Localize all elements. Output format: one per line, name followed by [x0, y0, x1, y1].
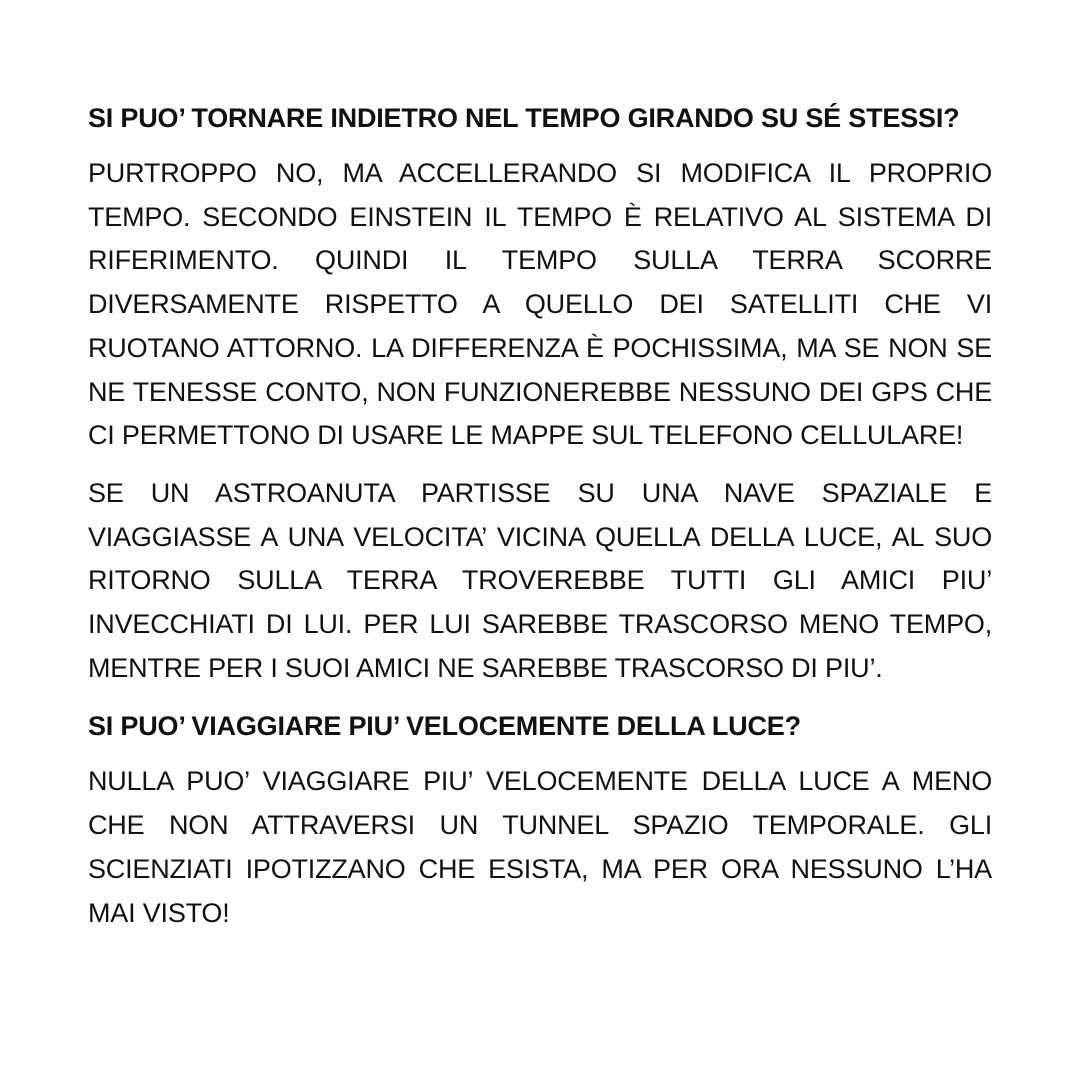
paragraph-relativity: PURTROPPO NO, MA ACCELLERANDO SI MODIFICA IL PROPRIO TEMPO. SECONDO EINSTEIN IL TEMPO È RELATIVO AL SISTEMA DI RIFERIMENTO. QUINDI IL TEMPO SULLA TERRA SCORRE DIVERSAMENTE RISPETTO A QUELLO DEI SATELLITI CHE VI RUOTANO ATTORNO. LA DIFFERENZA È POCHISSIMA, MA SE NON SE NE TENESSE CONTO, NON FUNZIONEREBBE NESSUNO DEI GPS CHE CI PERMETTONO DI USARE LE MAPPE SUL TELEFONO CELLULARE! — [88, 158, 992, 451]
section-heading-faster-than-light: SI PUO’ VIAGGIARE PIU’ VELOCEMENTE DELLA LUCE? — [88, 711, 801, 742]
section-heading-time-travel: SI PUO’ TORNARE INDIETRO NEL TEMPO GIRANDO SU SÉ STESSI? — [88, 103, 960, 133]
article-body — [88, 96, 992, 949]
paragraph-astronaut: SE UN ASTROANUTA PARTISSE SU UNA NAVE SPAZIALE E VIAGGIASSE A UNA VELOCITA’ VICINA QUELLA DELLA LUCE, AL SUO RITORNO SULLA TERRA TROVEREBBE TUTTI GLI AMICI PIU’ INVECCHIATI DI LUI. PER LUI SAREBBE TRASCORSO MENO TEMPO, MENTRE PER I SUOI AMICI NE SAREBBE TRASCORSO DI PIU’. — [88, 477, 992, 683]
paragraph-tunnel: NULLA PUO’ VIAGGIARE PIU’ VELOCEMENTE DELLA LUCE A MENO CHE NON ATTRAVERSI UN TUNNEL SPAZIO TEMPORALE. GLI SCIENZIATI IPOTIZZANO CHE ESISTA, MA PER ORA NESSUNO L’HA MAI VISTO! — [88, 766, 992, 928]
